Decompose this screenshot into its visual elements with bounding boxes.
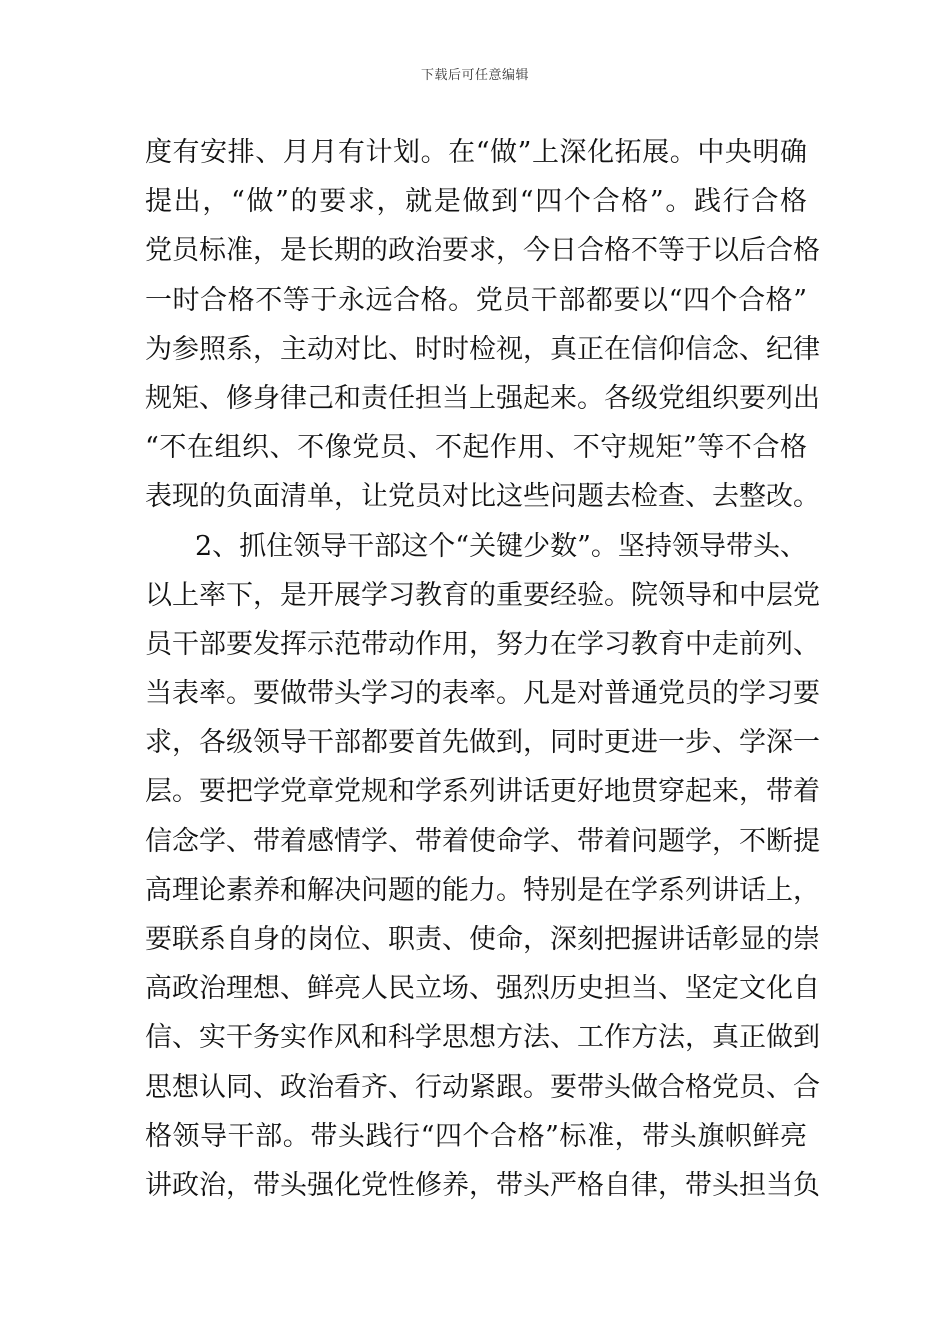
text-line: 一时合格不等于永远合格。党员干部都要以“四个合格” — [145, 284, 807, 316]
text-line: 求，各级领导干部都要首先做到，同时更进一步、学深一 — [145, 727, 820, 759]
text-line: 员干部要发挥示范带动作用，努力在学习教育中走前列、 — [145, 628, 820, 660]
text-line: 以上率下，是开展学习教育的重要经验。院领导和中层党 — [145, 579, 820, 611]
text-line: 高政治理想、鲜亮人民立场、强烈历史担当、坚定文化自 — [145, 973, 820, 1005]
text-line: 信念学、带着感情学、带着使命学、带着问题学，不断提 — [145, 825, 820, 857]
text-line: 规矩、修身律己和责任担当上强起来。各级党组织要列出 — [145, 382, 820, 414]
text-line: 讲政治，带头强化党性修养，带头严格自律，带头担当负 — [145, 1169, 820, 1201]
text-line: 要联系自身的岗位、职责、使命，深刻把握讲话彰显的崇 — [145, 924, 820, 955]
text-line: 提出，“做”的要求，就是做到“四个合格”。践行合格 — [145, 186, 807, 218]
text-line: 信、实干务实作风和科学思想方法、工作方法，真正做到 — [145, 1022, 820, 1054]
text-line: 思想认同、政治看齐、行动紧跟。要带头做合格党员、合 — [145, 1071, 820, 1103]
paragraph-start-line: 2、抓住领导干部这个“关键少数”。坚持领导带头、 — [195, 530, 807, 562]
text-line: 层。要把学党章党规和学系列讲话更好地贯穿起来，带着 — [145, 776, 820, 808]
text-line: 高理论素养和解决问题的能力。特别是在学系列讲话上， — [145, 874, 820, 906]
text-line: 党员标准，是长期的政治要求，今日合格不等于以后合格 — [145, 235, 820, 267]
text-line: 格领导干部。带头践行“四个合格”标准，带头旗帜鲜亮 — [145, 1120, 807, 1152]
text-line: 当表率。要做带头学习的表率。凡是对普通党员的学习要 — [145, 678, 820, 710]
text-line: 度有安排、月月有计划。在“做”上深化拓展。中央明确 — [145, 137, 807, 168]
document-body — [145, 128, 820, 1210]
page-header-note: 下载后可任意编辑 — [420, 68, 529, 83]
text-line: 表现的负面清单，让党员对比这些问题去检查、去整改。 — [145, 481, 820, 513]
text-line: “不在组织、不像党员、不起作用、不守规矩”等不合格 — [145, 432, 807, 464]
text-line: 为参照系，主动对比、时时检视，真正在信仰信念、纪律 — [145, 333, 820, 365]
